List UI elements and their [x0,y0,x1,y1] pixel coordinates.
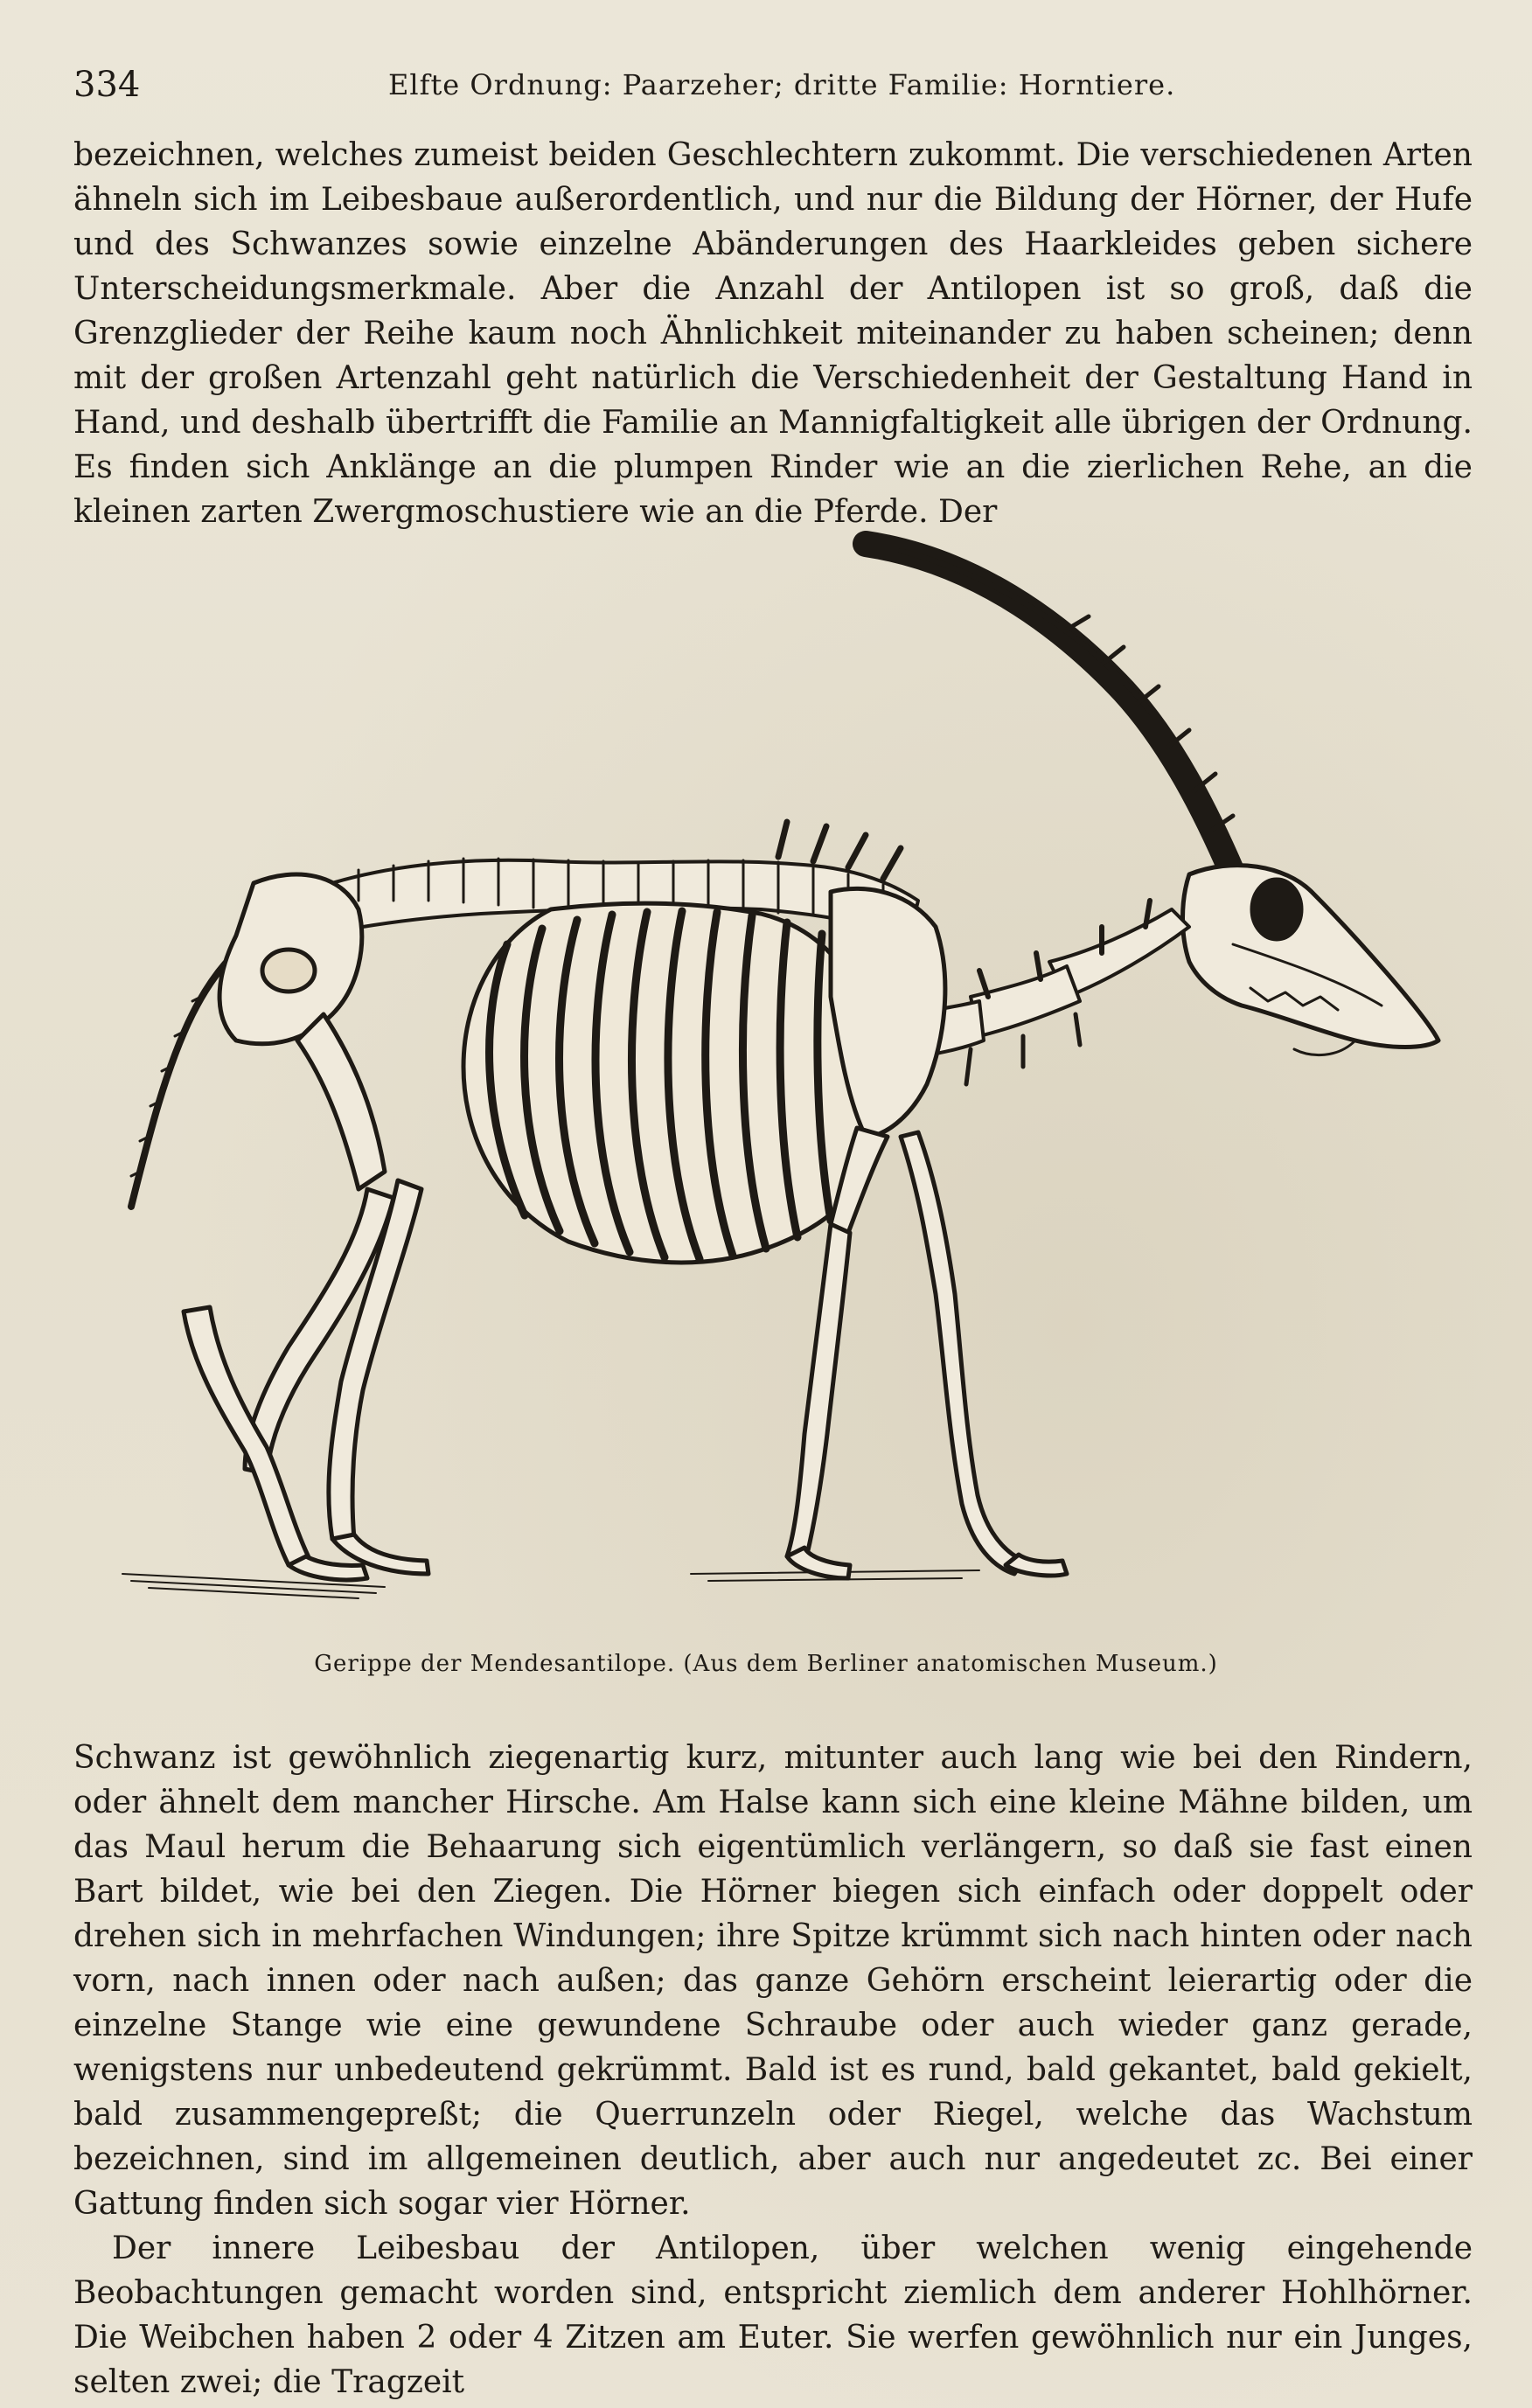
hind-legs [184,1014,428,1580]
paragraph-continued-text: Schwanz ist gewöhnlich ziegenartig kurz, mitunter auch lang wie bei den Rindern, oder ähnelt dem mancher Hirsche. Am Halse kann sich eine kleine Mähne bilden, um das Maul herum die Behaarung sich eigentümlich verlängern, so daß sie fast einen Bart bildet, wie bei den Ziegen. Die Hörner biegen sich einfach oder doppelt oder drehen sich in mehrfachen Windungen; ihre Spitze krümmt sich nach hinten oder nach vorn, nach innen oder nach außen; das ganze Gehörn erscheint leierartig oder die einzelne Stange wie eine gewundene Schraube oder auch wieder ganz gerade, wenigstens nur unbedeutend gekrümmt. Bald ist es rund, bald gekantet, bald gekielt, bald zusammengepreßt; die Querrunzeln oder Riegel, welche das Wachstum bezeichnen, sind im allgemeinen deutlich, aber auch nur angedeutet zc. Bei einer Gattung finden sich sogar vier Hörner. [73,1740,1473,2222]
paragraph-top-text: bezeichnen, welches zumeist beiden Geschlechtern zukommt. Die verschiedenen Arten ähneln sich im Leibesbaue außerordentlich, und nur die Bildung der Hörner, der Hufe und des Schwanzes sowie einzelne Abänderungen des Haarkleides geben sichere Unterscheidungsmerkmale. Aber die Anzahl der Antilopen ist so groß, daß die Grenzglieder der Reihe kaum noch Ähnlichkeit miteinander zu haben scheinen; denn mit der großen Artenzahl geht natürlich die Verschiedenheit der Gestaltung Hand in Hand, und deshalb übertrifft die Familie an Mannigfaltigkeit alle übrigen der Ordnung. Es finden sich Anklänge an die plumpen Rinder wie an die zierlichen Rehe, an die kleinen zarten Zwergmoschustiere wie an die Pferde. Der [73,137,1473,530]
skull [1183,866,1439,1055]
pelvis [219,874,362,1044]
figure-caption: Gerippe der Mendesantilope. (Aus dem Berliner anatomischen Museum.) [314,1651,1218,1677]
antelope-skeleton-illustration [96,525,1452,1653]
paragraph-last-text: Der innere Leibesbau der Antilopen, über welchen wenig eingehende Beobachtungen gemacht worden sind, entspricht ziemlich dem anderer Hohlhörner. Die Weibchen haben 2 oder 4 Zitzen am Euter. Sie werfen gewöhnlich nur ein Junges, selten zwei; die Tragzeit [73,2231,1473,2400]
page-number: 334 [73,65,141,105]
paragraph-bottom [73,1736,1473,2405]
skeleton-figure [96,525,1452,1653]
running-title: Elfte Ordnung: Paarzeher; dritte Familie: Horntiere. [388,68,1176,101]
paragraph-top [73,133,1473,534]
horn [866,544,1233,874]
page-header [73,65,1473,117]
neck-vertebrae [909,901,1189,1084]
